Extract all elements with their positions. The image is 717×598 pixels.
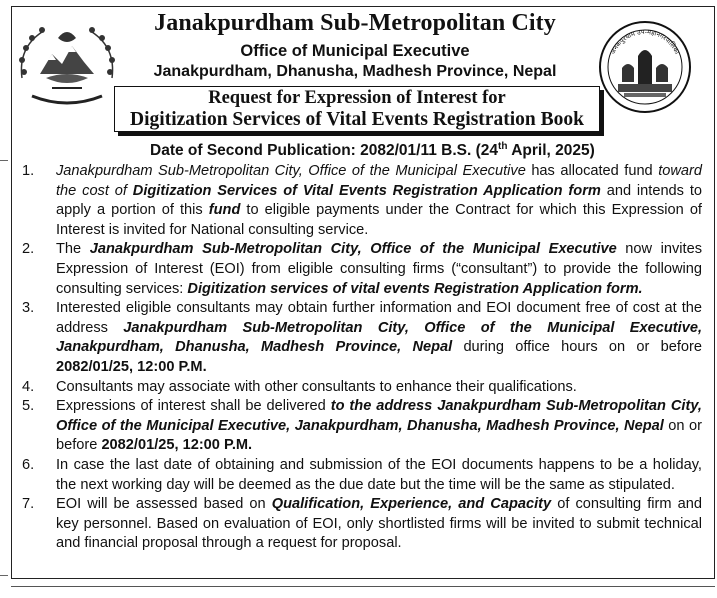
- office-name: Office of Municipal Executive: [240, 42, 470, 60]
- notice-title: [114, 86, 600, 132]
- clause-1: 1. Janakpurdham Sub-Metropolitan City, Office of the Municipal Executive has allocated fund toward the cost of Digitization Services of Vital Events Registration Application form and intends to apply a portion of this fund to eligible payments under the Contract for which this Expression of Interest is invited for National consulting service.: [22, 163, 703, 238]
- clause-number: 6.: [22, 456, 35, 473]
- seal-text: जनकपुरधाम उप-महानगरपालिका: [608, 27, 682, 56]
- publication-date: Date of Second Publication: 2082/01/11 B.S. (24th April, 2025): [150, 141, 595, 160]
- margin-mark: [0, 575, 8, 576]
- title-line-2: Digitization Services of Vital Events Registration Book: [130, 109, 584, 130]
- title-line-1: Request for Expression of Interest for: [208, 88, 506, 108]
- office-address: Janakpurdham, Dhanusha, Madhesh Province, Nepal: [153, 63, 557, 80]
- clause-number: 3.: [22, 300, 35, 317]
- clause-3: 3. Interested eligible consultants may obtain further information and EOI document free of cost at the address Janakpurdham Sub-Metropolitan City, Office of the Municipal Executive, Janakpurdham, Dhanusha, Madhesh Province, Nepal during office hours on or before 2082/01/25, 12:00 P.M.: [22, 300, 703, 375]
- page-rule: [11, 586, 715, 587]
- clause-number: 2.: [22, 241, 35, 258]
- city-name: Janakpurdham Sub-Metropolitan City: [154, 10, 556, 36]
- clause-5: 5. Expressions of interest shall be delivered to the address Janakpurdham Sub-Metropolitan City, Office of the Municipal Executive, Janakpurdham, Dhanusha, Madhesh Province, Nepal on or before 2082/01/25, 12:00 P.M.: [22, 398, 702, 454]
- clause-number: 7.: [22, 496, 35, 513]
- margin-mark: [0, 160, 8, 161]
- clause-6: 6. In case the last date of obtaining and submission of the EOI documents happens to be a holiday, the next working day will be deemed as the due date but the time will be the same as stipulated.: [22, 456, 702, 493]
- clause-number: 1.: [22, 163, 35, 179]
- clause-number: 4.: [22, 378, 35, 395]
- clause-4: 4. Consultants may associate with other consultants to enhance their qualifications.: [22, 378, 702, 398]
- clause-number: 5.: [22, 398, 35, 415]
- clause-2: 2. The Janakpurdham Sub-Metropolitan City, Office of the Municipal Executive now invites Expression of Interest (EOI) from eligible consulting firms (“consultant”) to provide the following consulting services: Digitization services of vital events Registration Application form.: [22, 241, 702, 297]
- nepal-emblem-icon: [12, 18, 122, 110]
- clause-7: 7. EOI will be assessed based on Qualification, Experience, and Capacity of consulting firm and key personnel. Based on evaluation of EOI, only shortlisted firms will be invited to submit technical and financial proposal through a request for proposal.: [22, 496, 702, 552]
- municipality-seal-icon: [598, 20, 692, 114]
- eoi-clauses: [22, 162, 702, 554]
